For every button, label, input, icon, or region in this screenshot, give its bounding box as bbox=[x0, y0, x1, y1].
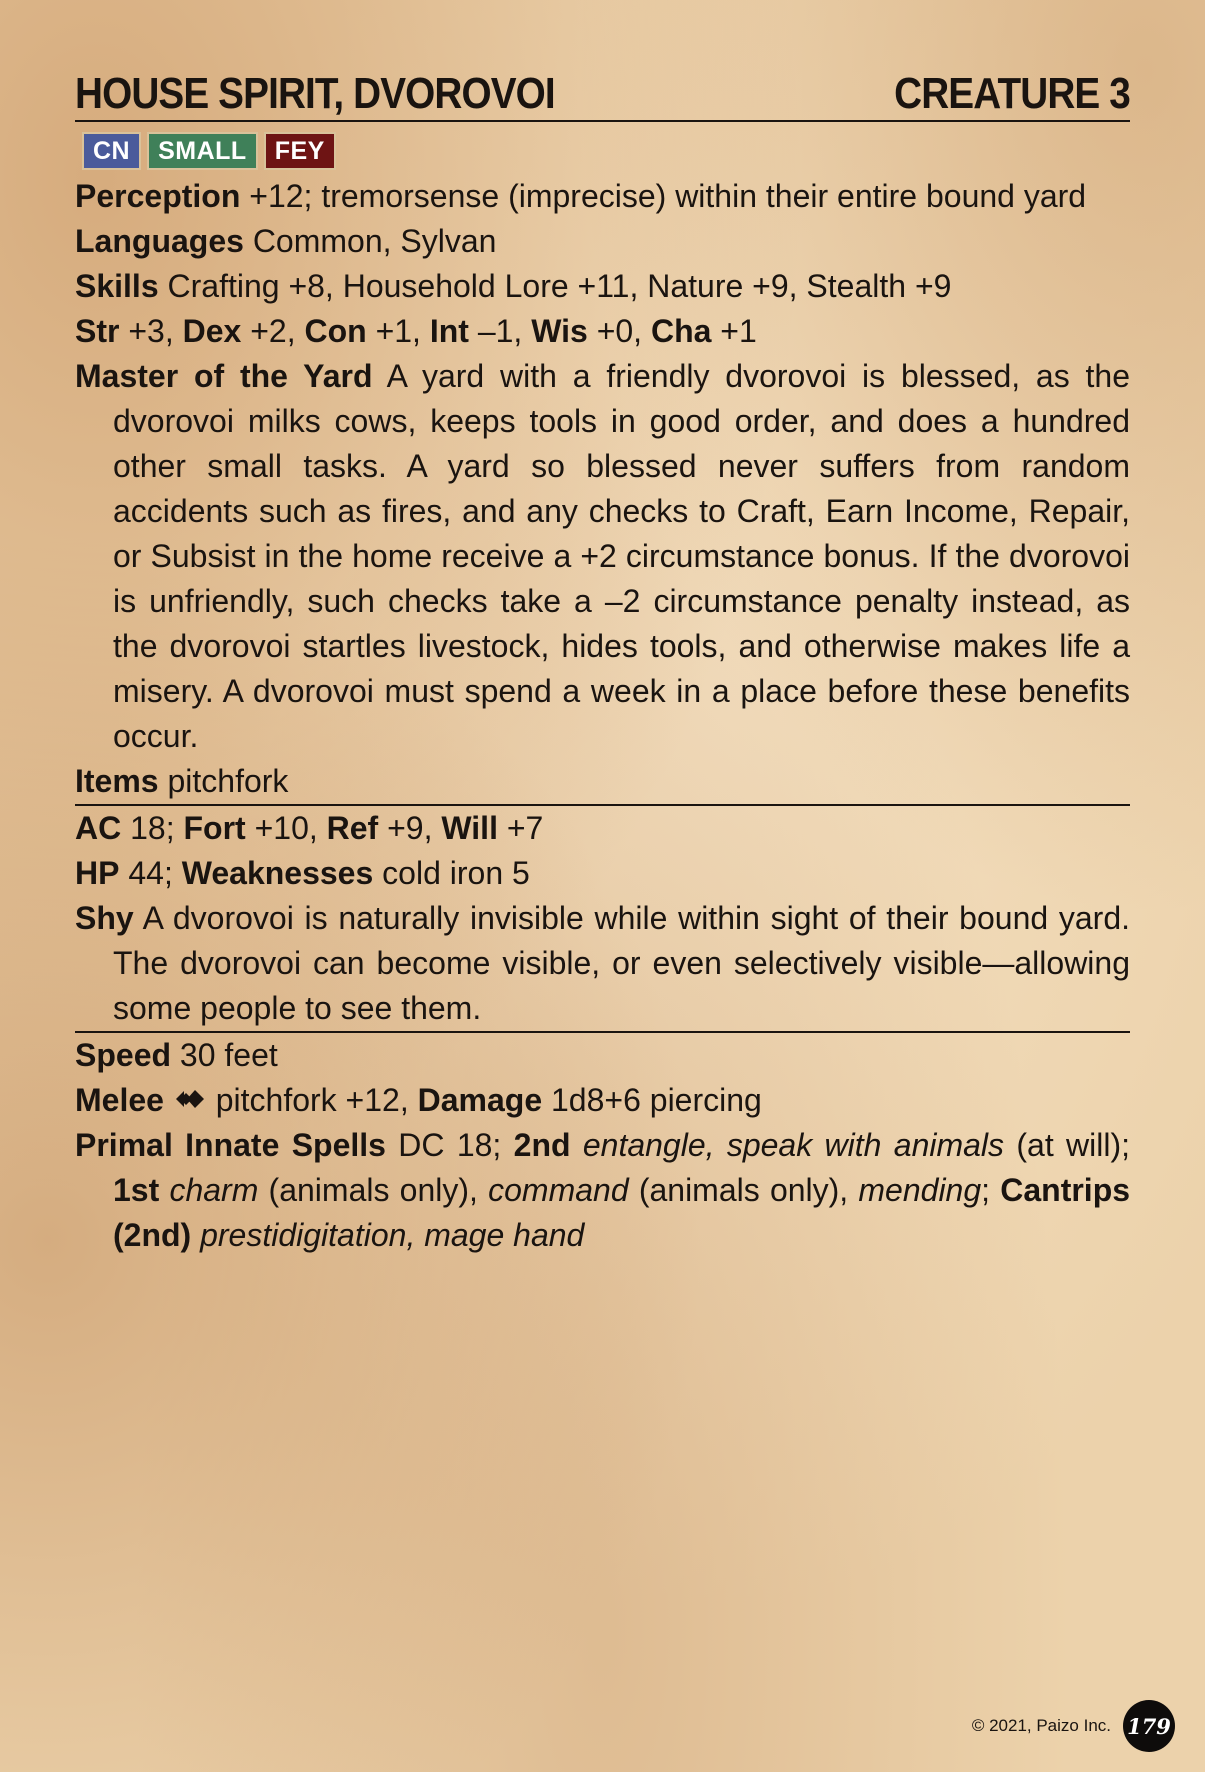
defense-line bbox=[75, 806, 1130, 851]
rank2-spells: entangle, speak with animals bbox=[570, 1127, 1005, 1164]
cantrip-spells: prestidigitation, mage hand bbox=[191, 1217, 585, 1254]
trait-list bbox=[82, 132, 1130, 170]
cha-label: Cha bbox=[650, 313, 712, 350]
ac-value: 18; bbox=[121, 810, 184, 847]
int-label: Int bbox=[429, 313, 469, 350]
speed-label: Speed bbox=[75, 1037, 172, 1074]
spell-charm: charm bbox=[159, 1172, 259, 1209]
items-label: Items bbox=[75, 763, 159, 800]
skills-line bbox=[75, 264, 1130, 309]
cha-value: +1 bbox=[711, 313, 757, 350]
languages-line bbox=[75, 219, 1130, 264]
melee-label: Melee bbox=[75, 1082, 164, 1119]
ability-scores bbox=[75, 309, 1130, 354]
title-row bbox=[75, 70, 1130, 122]
skills-value: Crafting +8, Household Lore +11, Nature +9, Stealth +9 bbox=[158, 268, 952, 305]
will-label: Will bbox=[441, 810, 498, 847]
spell-separator: ; bbox=[981, 1172, 1001, 1209]
languages-value: Common, Sylvan bbox=[243, 223, 497, 260]
perception-line bbox=[75, 174, 1130, 219]
creature-level: CREATURE 3 bbox=[894, 69, 1130, 118]
master-of-the-yard bbox=[75, 354, 1130, 759]
innate-spells bbox=[75, 1123, 1130, 1258]
con-value: +1, bbox=[366, 313, 430, 350]
spell-mending: mending bbox=[858, 1172, 982, 1209]
weaknesses-value: cold iron 5 bbox=[373, 855, 530, 892]
melee-line bbox=[75, 1078, 1130, 1123]
melee-value: pitchfork +12, bbox=[206, 1082, 418, 1119]
hp-value: 44; bbox=[119, 855, 182, 892]
hp-label: HP bbox=[75, 855, 120, 892]
int-value: –1, bbox=[468, 313, 532, 350]
speed-line bbox=[75, 1033, 1130, 1078]
page-footer bbox=[972, 1700, 1175, 1752]
spell-dc: DC 18; bbox=[385, 1127, 514, 1164]
damage-label: Damage bbox=[417, 1082, 543, 1119]
weaknesses-label: Weaknesses bbox=[181, 855, 374, 892]
shy-text: A dvorovoi is naturally invisible while within sight of their bound yard. The dvorovoi can become visible, or even selectively visible—allowing some people to see them. bbox=[113, 900, 1130, 1027]
rank2-note: (at will); bbox=[1004, 1127, 1131, 1164]
trait-fey: FEY bbox=[264, 132, 336, 170]
ref-value: +9, bbox=[378, 810, 442, 847]
items-value: pitchfork bbox=[158, 763, 289, 800]
items-line bbox=[75, 759, 1130, 804]
rank2-label: 2nd bbox=[513, 1127, 571, 1164]
trait-alignment: CN bbox=[82, 132, 141, 170]
fort-label: Fort bbox=[183, 810, 246, 847]
wis-value: +0, bbox=[587, 313, 651, 350]
spells-label: Primal Innate Spells bbox=[75, 1127, 386, 1164]
copyright: © 2021, Paizo Inc. bbox=[971, 1716, 1111, 1735]
shy-ability bbox=[75, 896, 1130, 1031]
stat-block bbox=[75, 70, 1130, 1258]
skills-label: Skills bbox=[75, 268, 159, 305]
spell-command: command bbox=[488, 1172, 629, 1209]
trait-size: SMALL bbox=[147, 132, 258, 170]
ac-label: AC bbox=[75, 810, 122, 847]
will-value: +7 bbox=[497, 810, 544, 847]
creature-name: HOUSE SPIRIT, DVOROVOI bbox=[75, 69, 555, 118]
shy-label: Shy bbox=[75, 900, 134, 937]
con-label: Con bbox=[304, 313, 367, 350]
wis-label: Wis bbox=[531, 313, 588, 350]
perception-label: Perception bbox=[75, 178, 241, 215]
single-action-icon bbox=[173, 1082, 207, 1116]
cantrips-label: Cantrips (2nd) bbox=[113, 1172, 1131, 1254]
speed-value: 30 feet bbox=[171, 1037, 278, 1074]
charm-note: (animals only), bbox=[258, 1172, 489, 1209]
perception-value: +12; tremorsense (imprecise) within their entire bound yard bbox=[240, 178, 1087, 215]
dex-label: Dex bbox=[182, 313, 242, 350]
languages-label: Languages bbox=[75, 223, 244, 260]
page-number: 179 bbox=[1123, 1700, 1175, 1752]
dex-value: +2, bbox=[241, 313, 305, 350]
master-of-the-yard-text: A yard with a friendly dvorovoi is blessed, as the dvorovoi milks cows, keeps tools in good order, and does a hundred other small tasks. A yard so blessed never suffers from random accidents such as fires, and any checks to Craft, Earn Income, Repair, or Subsist in the home receive a +2 circumstance bonus. If the dvorovoi is unfriendly, such checks take a –2 circumstance penalty instead, as the dvorovoi startles livestock, hides tools, and otherwise makes life a misery. A dvorovoi must spend a week in a place before these benefits occur. bbox=[113, 358, 1131, 755]
master-of-the-yard-label: Master of the Yard bbox=[75, 358, 373, 395]
str-label: Str bbox=[75, 313, 120, 350]
ref-label: Ref bbox=[326, 810, 379, 847]
hp-line bbox=[75, 851, 1130, 896]
fort-value: +10, bbox=[245, 810, 327, 847]
rank1-label: 1st bbox=[113, 1172, 160, 1209]
str-value: +3, bbox=[119, 313, 183, 350]
command-note: (animals only), bbox=[628, 1172, 859, 1209]
damage-value: 1d8+6 piercing bbox=[542, 1082, 762, 1119]
